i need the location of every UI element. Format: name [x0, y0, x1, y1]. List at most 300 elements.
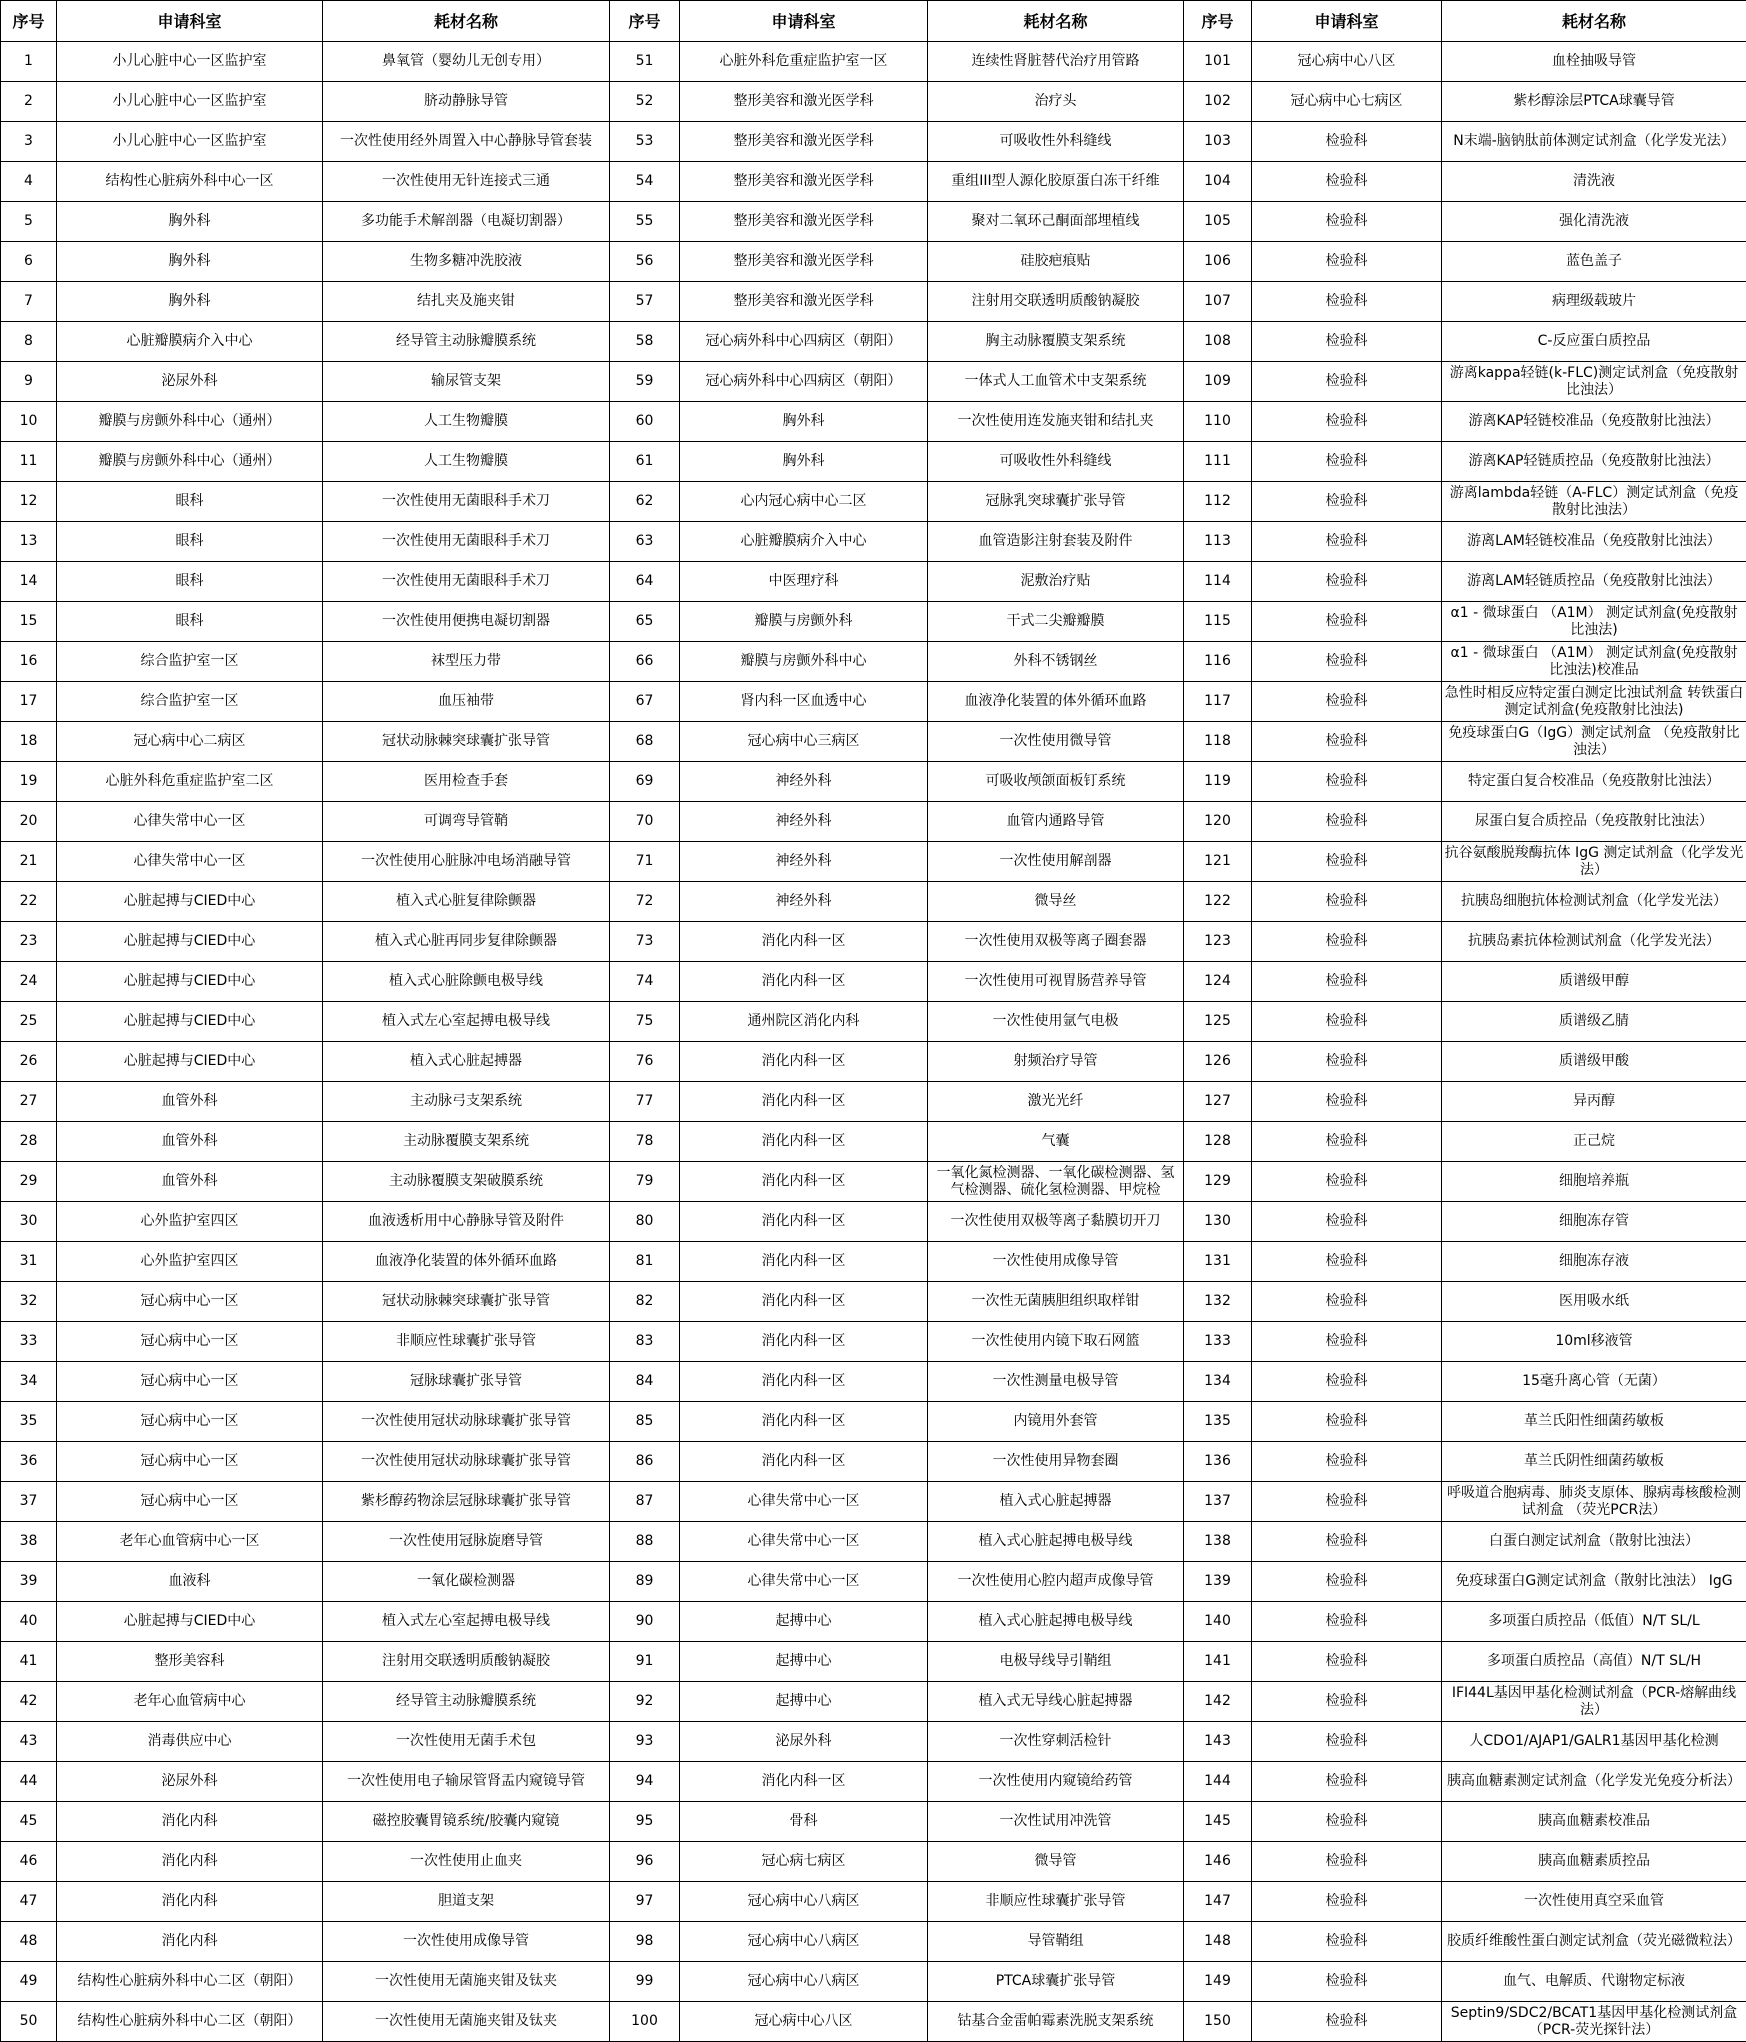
department-cell: 检验科 — [1252, 1842, 1442, 1882]
department-cell: 检验科 — [1252, 1322, 1442, 1362]
serial-cell: 66 — [610, 642, 680, 682]
department-cell: 消化内科一区 — [680, 1042, 928, 1082]
item-name-cell: 血压袖带 — [323, 682, 610, 722]
serial-cell: 90 — [610, 1602, 680, 1642]
item-name-cell: 植入式心脏起搏电极导线 — [928, 1522, 1184, 1562]
table-row — [1, 402, 1746, 442]
department-cell: 检验科 — [1252, 1802, 1442, 1842]
item-name-cell: 钴基合金雷帕霉素洗脱支架系统 — [928, 2002, 1184, 2042]
item-name-cell: 结扎夹及施夹钳 — [323, 282, 610, 322]
serial-cell: 79 — [610, 1162, 680, 1202]
department-cell: 心脏起搏与CIED中心 — [57, 922, 323, 962]
department-cell: 血液科 — [57, 1562, 323, 1602]
department-cell: 检验科 — [1252, 1602, 1442, 1642]
serial-cell: 76 — [610, 1042, 680, 1082]
department-cell: 小儿心脏中心一区监护室 — [57, 42, 323, 82]
department-cell: 整形美容和激光医学科 — [680, 162, 928, 202]
serial-cell: 130 — [1184, 1202, 1252, 1242]
table-row — [1, 322, 1746, 362]
serial-cell: 89 — [610, 1562, 680, 1602]
item-name-cell: 鼻氧管（婴幼儿无创专用） — [323, 42, 610, 82]
serial-cell: 11 — [1, 442, 57, 482]
item-name-cell: 一氧化氮检测器、一氧化碳检测器、氢气检测器、硫化氢检测器、甲烷检 — [928, 1162, 1184, 1202]
table-row — [1, 1882, 1746, 1922]
item-name-cell: 一次性使用止血夹 — [323, 1842, 610, 1882]
department-cell: 检验科 — [1252, 1002, 1442, 1042]
department-cell: 冠心病中心八病区 — [680, 1922, 928, 1962]
serial-cell: 97 — [610, 1882, 680, 1922]
item-name-cell: 经导管主动脉瓣膜系统 — [323, 1682, 610, 1722]
serial-cell: 135 — [1184, 1402, 1252, 1442]
table-row — [1, 122, 1746, 162]
department-cell: 检验科 — [1252, 1402, 1442, 1442]
item-name-cell: 人工生物瓣膜 — [323, 402, 610, 442]
item-name-cell: 治疗头 — [928, 82, 1184, 122]
serial-cell: 2 — [1, 82, 57, 122]
item-name-cell: 主动脉弓支架系统 — [323, 1082, 610, 1122]
department-cell: 心脏瓣膜病介入中心 — [680, 522, 928, 562]
item-name-cell: 袜型压力带 — [323, 642, 610, 682]
item-name-cell: 冠状动脉棘突球囊扩张导管 — [323, 722, 610, 762]
item-name-cell: PTCA球囊扩张导管 — [928, 1962, 1184, 2002]
department-cell: 冠心病中心一区 — [57, 1322, 323, 1362]
item-name-cell: 干式二尖瓣瓣膜 — [928, 602, 1184, 642]
item-name-cell: 一次性使用便携电凝切割器 — [323, 602, 610, 642]
department-cell: 消化内科一区 — [680, 1202, 928, 1242]
item-name-cell: 细胞培养瓶 — [1442, 1162, 1746, 1202]
item-name-cell: 一次性无菌胰胆组织取样钳 — [928, 1282, 1184, 1322]
serial-cell: 22 — [1, 882, 57, 922]
item-name-cell: 血液透析用中心静脉导管及附件 — [323, 1202, 610, 1242]
serial-cell: 20 — [1, 802, 57, 842]
item-name-cell: 激光光纤 — [928, 1082, 1184, 1122]
item-name-cell: 游离kappa轻链(k-FLC)测定试剂盒（免疫散射比浊法） — [1442, 362, 1746, 402]
item-name-cell: 经导管主动脉瓣膜系统 — [323, 322, 610, 362]
department-cell: 起搏中心 — [680, 1642, 928, 1682]
department-cell: 检验科 — [1252, 482, 1442, 522]
item-name-cell: 气囊 — [928, 1122, 1184, 1162]
department-cell: 起搏中心 — [680, 1602, 928, 1642]
serial-cell: 111 — [1184, 442, 1252, 482]
serial-cell: 19 — [1, 762, 57, 802]
serial-cell: 55 — [610, 202, 680, 242]
item-name-cell: 主动脉覆膜支架破膜系统 — [323, 1162, 610, 1202]
item-name-cell: N末端-脑钠肽前体测定试剂盒（化学发光法） — [1442, 122, 1746, 162]
item-name-cell: 一次性使用冠脉旋磨导管 — [323, 1522, 610, 1562]
item-name-cell: 一次性使用连发施夹钳和结扎夹 — [928, 402, 1184, 442]
item-name-cell: 一次性使用无菌眼科手术刀 — [323, 522, 610, 562]
item-name-cell: 多项蛋白质控品（高值）N/T SL/H — [1442, 1642, 1746, 1682]
table-row — [1, 362, 1746, 402]
serial-cell: 139 — [1184, 1562, 1252, 1602]
department-cell: 检验科 — [1252, 642, 1442, 682]
serial-cell: 59 — [610, 362, 680, 402]
header-row — [1, 1, 1746, 42]
department-cell: 老年心血管病中心一区 — [57, 1522, 323, 1562]
item-name-cell: α1 - 微球蛋白 （A1M） 测定试剂盒(免疫散射比浊法) — [1442, 602, 1746, 642]
item-name-cell: 一次性试用冲洗管 — [928, 1802, 1184, 1842]
department-cell: 消化内科一区 — [680, 1242, 928, 1282]
table-row — [1, 602, 1746, 642]
serial-cell: 21 — [1, 842, 57, 882]
item-name-cell: 抗谷氨酸脱羧酶抗体 IgG 测定试剂盒（化学发光法） — [1442, 842, 1746, 882]
serial-cell: 108 — [1184, 322, 1252, 362]
item-name-cell: 紫杉醇涂层PTCA球囊导管 — [1442, 82, 1746, 122]
item-name-cell: 脐动静脉导管 — [323, 82, 610, 122]
item-name-cell: 急性时相反应特定蛋白测定比浊试剂盒 转铁蛋白测定试剂盒(免疫散射比浊法) — [1442, 682, 1746, 722]
serial-cell: 1 — [1, 42, 57, 82]
item-name-cell: 可调弯导管鞘 — [323, 802, 610, 842]
department-cell: 整形美容和激光医学科 — [680, 242, 928, 282]
item-name-cell: 一氧化碳检测器 — [323, 1562, 610, 1602]
department-cell: 消化内科 — [57, 1922, 323, 1962]
table-row — [1, 1842, 1746, 1882]
item-name-cell: 游离LAM轻链质控品（免疫散射比浊法） — [1442, 562, 1746, 602]
serial-cell: 126 — [1184, 1042, 1252, 1082]
department-cell: 结构性心脏病外科中心一区 — [57, 162, 323, 202]
serial-cell: 140 — [1184, 1602, 1252, 1642]
department-cell: 检验科 — [1252, 562, 1442, 602]
item-name-cell: 一次性使用双极等离子黏膜切开刀 — [928, 1202, 1184, 1242]
department-cell: 综合监护室一区 — [57, 642, 323, 682]
department-cell: 心内冠心病中心二区 — [680, 482, 928, 522]
serial-cell: 72 — [610, 882, 680, 922]
department-cell: 心脏瓣膜病介入中心 — [57, 322, 323, 362]
department-cell: 消化内科一区 — [680, 962, 928, 1002]
item-name-cell: 游离KAP轻链校准品（免疫散射比浊法） — [1442, 402, 1746, 442]
department-cell: 综合监护室一区 — [57, 682, 323, 722]
department-cell: 消化内科一区 — [680, 1122, 928, 1162]
serial-cell: 104 — [1184, 162, 1252, 202]
serial-cell: 53 — [610, 122, 680, 162]
department-cell: 冠心病中心三病区 — [680, 722, 928, 762]
department-cell: 冠心病外科中心四病区（朝阳） — [680, 322, 928, 362]
serial-cell: 30 — [1, 1202, 57, 1242]
department-cell: 检验科 — [1252, 202, 1442, 242]
table-row — [1, 42, 1746, 82]
serial-cell: 43 — [1, 1722, 57, 1762]
table-row — [1, 1282, 1746, 1322]
table-row — [1, 1722, 1746, 1762]
table-row — [1, 1762, 1746, 1802]
serial-cell: 78 — [610, 1122, 680, 1162]
item-name-cell: 一次性穿刺活检针 — [928, 1722, 1184, 1762]
serial-cell: 69 — [610, 762, 680, 802]
department-cell: 胸外科 — [680, 402, 928, 442]
item-name-cell: 一次性使用双极等离子圈套器 — [928, 922, 1184, 962]
serial-cell: 46 — [1, 1842, 57, 1882]
item-name-cell: 胆道支架 — [323, 1882, 610, 1922]
department-cell: 检验科 — [1252, 682, 1442, 722]
serial-cell: 134 — [1184, 1362, 1252, 1402]
table-row — [1, 242, 1746, 282]
department-cell: 血管外科 — [57, 1122, 323, 1162]
serial-cell: 95 — [610, 1802, 680, 1842]
serial-cell: 144 — [1184, 1762, 1252, 1802]
serial-cell: 83 — [610, 1322, 680, 1362]
department-cell: 检验科 — [1252, 722, 1442, 762]
item-name-cell: 医用吸水纸 — [1442, 1282, 1746, 1322]
serial-cell: 68 — [610, 722, 680, 762]
department-cell: 检验科 — [1252, 1562, 1442, 1602]
table-row — [1, 202, 1746, 242]
department-cell: 检验科 — [1252, 1522, 1442, 1562]
department-cell: 检验科 — [1252, 1922, 1442, 1962]
item-name-cell: 多项蛋白质控品（低值）N/T SL/L — [1442, 1602, 1746, 1642]
serial-cell: 42 — [1, 1682, 57, 1722]
table-row — [1, 1322, 1746, 1362]
table-row — [1, 1922, 1746, 1962]
serial-cell: 142 — [1184, 1682, 1252, 1722]
item-name-cell: 清洗液 — [1442, 162, 1746, 202]
department-cell: 检验科 — [1252, 322, 1442, 362]
department-cell: 肾内科一区血透中心 — [680, 682, 928, 722]
department-cell: 消化内科 — [57, 1842, 323, 1882]
department-cell: 心脏外科危重症监护室二区 — [57, 762, 323, 802]
department-cell: 检验科 — [1252, 1202, 1442, 1242]
item-name-cell: 一次性使用内镜下取石网篮 — [928, 1322, 1184, 1362]
table-row — [1, 1482, 1746, 1522]
item-name-cell: 游离KAP轻链质控品（免疫散射比浊法） — [1442, 442, 1746, 482]
item-name-cell: 硅胶疤痕贴 — [928, 242, 1184, 282]
item-name-cell: 血液净化装置的体外循环血路 — [323, 1242, 610, 1282]
serial-cell: 82 — [610, 1282, 680, 1322]
serial-cell: 132 — [1184, 1282, 1252, 1322]
department-cell: 瓣膜与房颤外科中心（通州） — [57, 442, 323, 482]
item-name-cell: 质谱级甲醇 — [1442, 962, 1746, 1002]
item-name-cell: 血管造影注射套装及附件 — [928, 522, 1184, 562]
serial-cell: 61 — [610, 442, 680, 482]
serial-cell: 36 — [1, 1442, 57, 1482]
department-cell: 起搏中心 — [680, 1682, 928, 1722]
item-name-cell: 一次性使用真空采血管 — [1442, 1882, 1746, 1922]
item-name-cell: 一次性使用无针连接式三通 — [323, 162, 610, 202]
item-name-cell: 电极导线导引鞘组 — [928, 1642, 1184, 1682]
table-row — [1, 162, 1746, 202]
item-name-cell: 一次性使用冠状动脉球囊扩张导管 — [323, 1402, 610, 1442]
table-body — [1, 42, 1746, 2042]
department-cell: 心脏起搏与CIED中心 — [57, 1002, 323, 1042]
department-cell: 检验科 — [1252, 282, 1442, 322]
serial-cell: 141 — [1184, 1642, 1252, 1682]
header-serial: 序号 — [1184, 1, 1252, 42]
serial-cell: 92 — [610, 1682, 680, 1722]
serial-cell: 7 — [1, 282, 57, 322]
item-name-cell: 异丙醇 — [1442, 1082, 1746, 1122]
serial-cell: 125 — [1184, 1002, 1252, 1042]
department-cell: 结构性心脏病外科中心二区（朝阳） — [57, 1962, 323, 2002]
table-row — [1, 722, 1746, 762]
serial-cell: 109 — [1184, 362, 1252, 402]
item-name-cell: 导管鞘组 — [928, 1922, 1184, 1962]
department-cell: 消化内科 — [57, 1802, 323, 1842]
serial-cell: 106 — [1184, 242, 1252, 282]
serial-cell: 120 — [1184, 802, 1252, 842]
serial-cell: 41 — [1, 1642, 57, 1682]
item-name-cell: 注射用交联透明质酸钠凝胶 — [323, 1642, 610, 1682]
serial-cell: 146 — [1184, 1842, 1252, 1882]
item-name-cell: 游离LAM轻链校准品（免疫散射比浊法） — [1442, 522, 1746, 562]
item-name-cell: 胶质纤维酸性蛋白测定试剂盒（荧光磁微粒法） — [1442, 1922, 1746, 1962]
serial-cell: 39 — [1, 1562, 57, 1602]
table-row — [1, 1242, 1746, 1282]
department-cell: 冠心病中心八病区 — [680, 1882, 928, 1922]
item-name-cell: 植入式心脏起搏器 — [928, 1482, 1184, 1522]
serial-cell: 100 — [610, 2002, 680, 2042]
department-cell: 冠心病中心七病区 — [1252, 82, 1442, 122]
item-name-cell: 可吸收颅颌面板钉系统 — [928, 762, 1184, 802]
department-cell: 眼科 — [57, 562, 323, 602]
serial-cell: 99 — [610, 1962, 680, 2002]
serial-cell: 148 — [1184, 1922, 1252, 1962]
header-item-name: 耗材名称 — [1442, 1, 1746, 42]
serial-cell: 77 — [610, 1082, 680, 1122]
item-name-cell: 游离lambda轻链（A-FLC）测定试剂盒（免疫散射比浊法） — [1442, 482, 1746, 522]
table-row — [1, 1122, 1746, 1162]
serial-cell: 101 — [1184, 42, 1252, 82]
department-cell: 胸外科 — [680, 442, 928, 482]
item-name-cell: 胰高血糖素测定试剂盒（化学发光免疫分析法） — [1442, 1762, 1746, 1802]
serial-cell: 70 — [610, 802, 680, 842]
department-cell: 神经外科 — [680, 802, 928, 842]
department-cell: 胸外科 — [57, 202, 323, 242]
department-cell: 整形美容和激光医学科 — [680, 82, 928, 122]
item-name-cell: 革兰氏阳性细菌药敏板 — [1442, 1402, 1746, 1442]
serial-cell: 9 — [1, 362, 57, 402]
header-serial: 序号 — [610, 1, 680, 42]
serial-cell: 122 — [1184, 882, 1252, 922]
department-cell: 检验科 — [1252, 122, 1442, 162]
department-cell: 心律失常中心一区 — [680, 1562, 928, 1602]
item-name-cell: 输尿管支架 — [323, 362, 610, 402]
serial-cell: 34 — [1, 1362, 57, 1402]
item-name-cell: 可吸收性外科缝线 — [928, 122, 1184, 162]
department-cell: 泌尿外科 — [57, 1762, 323, 1802]
header-serial: 序号 — [1, 1, 57, 42]
department-cell: 冠心病七病区 — [680, 1842, 928, 1882]
department-cell: 通州院区消化内科 — [680, 1002, 928, 1042]
serial-cell: 84 — [610, 1362, 680, 1402]
serial-cell: 75 — [610, 1002, 680, 1042]
item-name-cell: 一次性使用无菌手术包 — [323, 1722, 610, 1762]
department-cell: 泌尿外科 — [57, 362, 323, 402]
department-cell: 检验科 — [1252, 1082, 1442, 1122]
item-name-cell: 抗胰岛细胞抗体检测试剂盒（化学发光法） — [1442, 882, 1746, 922]
department-cell: 检验科 — [1252, 242, 1442, 282]
serial-cell: 86 — [610, 1442, 680, 1482]
serial-cell: 74 — [610, 962, 680, 1002]
department-cell: 检验科 — [1252, 1242, 1442, 1282]
table-row — [1, 1042, 1746, 1082]
department-cell: 检验科 — [1252, 1762, 1442, 1802]
serial-cell: 115 — [1184, 602, 1252, 642]
table-row — [1, 802, 1746, 842]
department-cell: 眼科 — [57, 482, 323, 522]
item-name-cell: 注射用交联透明质酸钠凝胶 — [928, 282, 1184, 322]
department-cell: 检验科 — [1252, 1722, 1442, 1762]
department-cell: 检验科 — [1252, 402, 1442, 442]
department-cell: 消化内科一区 — [680, 1162, 928, 1202]
serial-cell: 131 — [1184, 1242, 1252, 1282]
item-name-cell: 植入式心脏复律除颤器 — [323, 882, 610, 922]
serial-cell: 13 — [1, 522, 57, 562]
item-name-cell: 一次性使用无菌眼科手术刀 — [323, 482, 610, 522]
serial-cell: 93 — [610, 1722, 680, 1762]
item-name-cell: 正己烷 — [1442, 1122, 1746, 1162]
item-name-cell: 血管内通路导管 — [928, 802, 1184, 842]
department-cell: 检验科 — [1252, 1282, 1442, 1322]
department-cell: 检验科 — [1252, 2002, 1442, 2042]
department-cell: 检验科 — [1252, 802, 1442, 842]
header-item-name: 耗材名称 — [928, 1, 1184, 42]
table-row — [1, 842, 1746, 882]
table-row — [1, 2002, 1746, 2042]
item-name-cell: IFI44L基因甲基化检测试剂盒（PCR-熔解曲线法） — [1442, 1682, 1746, 1722]
department-cell: 冠心病中心八区 — [680, 2002, 928, 2042]
department-cell: 消化内科一区 — [680, 1402, 928, 1442]
serial-cell: 51 — [610, 42, 680, 82]
table-row — [1, 1082, 1746, 1122]
table-row — [1, 1362, 1746, 1402]
department-cell: 神经外科 — [680, 882, 928, 922]
department-cell: 消化内科一区 — [680, 1362, 928, 1402]
department-cell: 消毒供应中心 — [57, 1722, 323, 1762]
item-name-cell: 质谱级甲酸 — [1442, 1042, 1746, 1082]
serial-cell: 103 — [1184, 122, 1252, 162]
item-name-cell: 紫杉醇药物涂层冠脉球囊扩张导管 — [323, 1482, 610, 1522]
serial-cell: 113 — [1184, 522, 1252, 562]
serial-cell: 10 — [1, 402, 57, 442]
department-cell: 胸外科 — [57, 282, 323, 322]
item-name-cell: 一次性测量电极导管 — [928, 1362, 1184, 1402]
serial-cell: 14 — [1, 562, 57, 602]
table-row — [1, 642, 1746, 682]
serial-cell: 25 — [1, 1002, 57, 1042]
department-cell: 冠心病中心一区 — [57, 1362, 323, 1402]
serial-cell: 112 — [1184, 482, 1252, 522]
item-name-cell: 胰高血糖素校准品 — [1442, 1802, 1746, 1842]
item-name-cell: 一次性使用心脏脉冲电场消融导管 — [323, 842, 610, 882]
department-cell: 检验科 — [1252, 922, 1442, 962]
serial-cell: 3 — [1, 122, 57, 162]
item-name-cell: 细胞冻存管 — [1442, 1202, 1746, 1242]
serial-cell: 35 — [1, 1402, 57, 1442]
department-cell: 检验科 — [1252, 522, 1442, 562]
serial-cell: 54 — [610, 162, 680, 202]
serial-cell: 50 — [1, 2002, 57, 2042]
serial-cell: 8 — [1, 322, 57, 362]
serial-cell: 64 — [610, 562, 680, 602]
department-cell: 血管外科 — [57, 1082, 323, 1122]
serial-cell: 117 — [1184, 682, 1252, 722]
item-name-cell: 革兰氏阴性细菌药敏板 — [1442, 1442, 1746, 1482]
serial-cell: 24 — [1, 962, 57, 1002]
item-name-cell: 磁控胶囊胃镜系统/胶囊内窥镜 — [323, 1802, 610, 1842]
item-name-cell: 聚对二氧环己酮面部埋植线 — [928, 202, 1184, 242]
serial-cell: 123 — [1184, 922, 1252, 962]
item-name-cell: 人CDO1/AJAP1/GALR1基因甲基化检测 — [1442, 1722, 1746, 1762]
table-row — [1, 522, 1746, 562]
department-cell: 小儿心脏中心一区监护室 — [57, 82, 323, 122]
table-row — [1, 482, 1746, 522]
serial-cell: 27 — [1, 1082, 57, 1122]
department-cell: 检验科 — [1252, 1442, 1442, 1482]
department-cell: 检验科 — [1252, 162, 1442, 202]
department-cell: 冠心病中心二病区 — [57, 722, 323, 762]
serial-cell: 136 — [1184, 1442, 1252, 1482]
item-name-cell: 一次性使用冠状动脉球囊扩张导管 — [323, 1442, 610, 1482]
serial-cell: 85 — [610, 1402, 680, 1442]
